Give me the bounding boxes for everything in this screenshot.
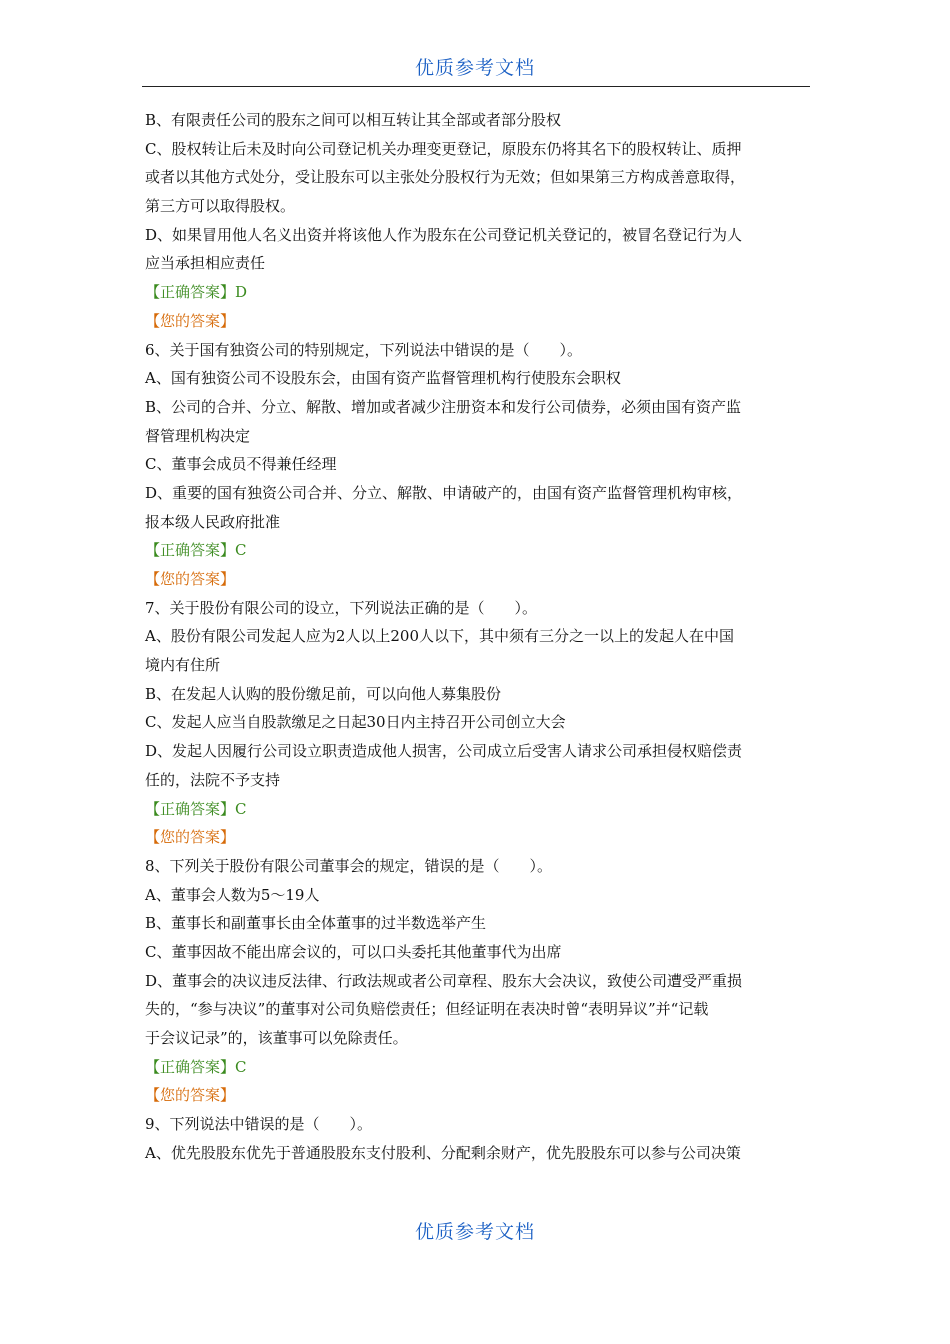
- question-stem: 6、关于国有独资公司的特别规定，下列说法中错误的是（ ）。: [145, 340, 583, 359]
- option-line: D、董事会的决议违反法律、行政法规或者公司章程、股东大会决议，致使公司遭受严重损: [145, 971, 743, 990]
- your-answer: 【您的答案】: [145, 311, 236, 330]
- your-answer: 【您的答案】: [145, 1086, 236, 1105]
- correct-answer: 【正确答案】D: [145, 283, 248, 302]
- correct-answer: 【正确答案】C: [145, 1057, 247, 1076]
- option-line: 任的，法院不予支持: [145, 770, 281, 789]
- option-line: A、董事会人数为5～19人: [145, 885, 320, 904]
- question-stem: 9、下列说法中错误的是（ ）。: [145, 1115, 373, 1134]
- option-line: B、有限责任公司的股东之间可以相互转让其全部或者部分股权: [145, 111, 562, 129]
- option-line: B、公司的合并、分立、解散、增加或者减少注册资本和发行公司债券，必须由国有资产监: [145, 397, 742, 416]
- question-stem: 8、下列关于股份有限公司董事会的规定，错误的是（ ）。: [145, 856, 553, 875]
- option-line: 于会议记录”的，该董事可以免除责任。: [145, 1029, 408, 1047]
- option-line: C、董事会成员不得兼任经理: [145, 455, 337, 474]
- option-line: 报本级人民政府批准: [145, 512, 281, 531]
- option-line: A、股份有限公司发起人应为2人以上200人以下，其中须有三分之一以上的发起人在中国: [145, 627, 735, 646]
- option-line: D、发起人因履行公司设立职责造成他人损害，公司成立后受害人请求公司承担侵权赔偿责: [145, 742, 743, 761]
- page-header-title: 优质参考文档: [414, 57, 535, 79]
- your-answer: 【您的答案】: [145, 828, 236, 847]
- option-line: 应当承担相应责任: [145, 254, 266, 273]
- correct-answer: 【正确答案】C: [145, 799, 247, 818]
- option-line: A、国有独资公司不设股东会，由国有资产监督管理机构行使股东会职权: [145, 369, 621, 388]
- option-line: 失的，“参与决议”的董事对公司负赔偿责任；但经证明在表决时曾“表明异议”并“记载: [145, 1000, 709, 1019]
- option-line: C、股权转让后未及时向公司登记机关办理变更登记，原股东仍将其名下的股权转让、质押: [145, 139, 742, 158]
- question-stem: 7、关于股份有限公司的设立，下列说法正确的是（ ）。: [145, 598, 538, 617]
- option-line: D、如果冒用他人名义出资并将该他人作为股东在公司登记机关登记的，被冒名登记行为人: [145, 225, 743, 244]
- option-line: 督管理机构决定: [145, 426, 251, 445]
- option-line: 境内有住所: [145, 656, 221, 675]
- option-line: C、董事因故不能出席会议的，可以口头委托其他董事代为出席: [145, 942, 562, 961]
- your-answer: 【您的答案】: [145, 570, 236, 588]
- correct-answer: 【正确答案】C: [145, 541, 247, 560]
- document-body: [145, 106, 817, 1167]
- option-line: 第三方可以取得股权。: [145, 197, 296, 216]
- option-line: 或者以其他方式处分，受让股东可以主张处分股权行为无效；但如果第三方构成善意取得，: [145, 168, 746, 187]
- page-footer-title: 优质参考文档: [414, 1221, 535, 1243]
- header-divider: [142, 86, 810, 87]
- option-line: D、重要的国有独资公司合并、分立、解散、申请破产的，由国有资产监督管理机构审核，: [145, 483, 743, 502]
- option-line: C、发起人应当自股款缴足之日起30日内主持召开公司创立大会: [145, 713, 566, 732]
- option-line: B、董事长和副董事长由全体董事的过半数选举产生: [145, 914, 487, 933]
- option-line: A、优先股股东优先于普通股股东支付股利、分配剩余财产，优先股股东可以参与公司决策: [145, 1143, 741, 1162]
- option-line: B、在发起人认购的股份缴足前，可以向他人募集股份: [145, 684, 502, 703]
